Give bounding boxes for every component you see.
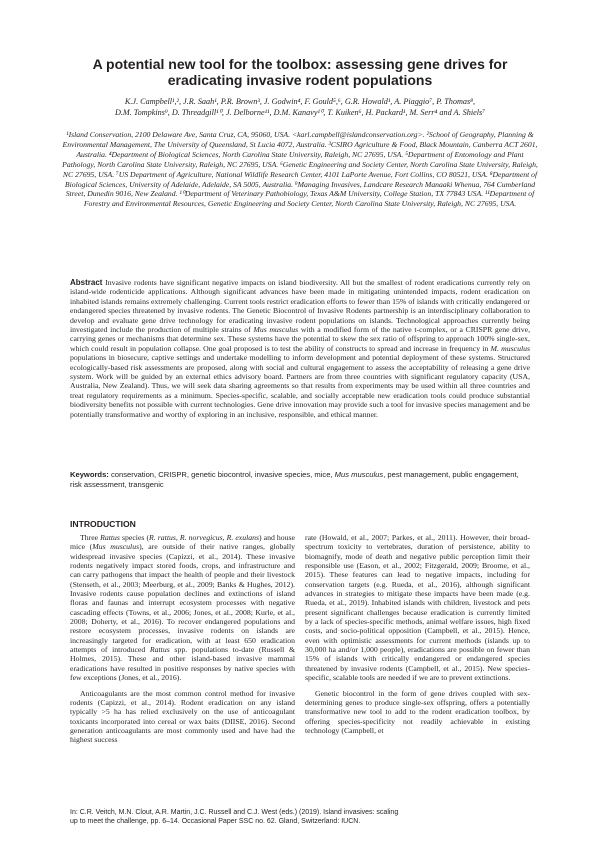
intro-paragraph-1: Three Rattus species (R. rattus, R. norvegicus, R. exulans) and house mice (Mus musculus), are outside of their native ranges, globally widespread invasive species (Capizzi, et al., 2014). These invasive rodents negatively impact stored foods, crops, and infrastructure and can carry pathogens that impact the health of people and their livestock (Stenseth, et al., 2003; Meerburg, et al., 2009; Banks & Hughes, 2012). Invasive rodents cause population declines and extinctions of island floras and faunas and interrupt ecosystem processes with negative cascading effects (Towns, et al., 2006; Jones, et al., 2008; Kurle, et al., 2008; Doherty, et al., 2016). To recover endangered populations and restore ecosystem processes, invasive rodents on islands are increasingly targeted for eradication, with at least 650 eradication attempts of introduced Rattus spp. populations to-date (Russell & Holmes, 2015). These and other island-based invasive mammal eradications have resulted in positive responses by native species with few exceptions (Jones, et al., 2016). <box>70 533 295 683</box>
keywords-species: Mus musculus <box>334 470 384 479</box>
abstract-species-1: Mus musculus <box>253 325 299 335</box>
intro-paragraph-3: rate (Howald, et al., 2007; Parkes, et al., 2011). However, their broad-spectrum toxicity to vertebrates, duration of persistence, ability to biomagnify, mode of death and negative public perception limit their responsible use (Eason, et al., 2002; Fitzgerald, 2009; Broome, et al., 2015). These features can lead to negative impacts, including for conservation targets (e.g. Rueda, et al., 2016), although significant advances in strategies to mitigate these impacts have been made (e.g. Rueda, et al., 2019). Inhabited islands with children, livestock and pets present significant challenges because eradication is currently limited by a lack of species-specific methods, animal welfare issues, high fixed costs, and socio-political opposition (Campbell, et al., 2015). Hence, even with optimistic assessments for current methods (islands up to 30,000 ha and/or 1,000 people), eradications are possible on fewer than 15% of islands with critically endangered or endangered species threatened by invasive rodents (Campbell, et al., 2015). New species-specific, scalable tools are needed if we are to prevent extinctions. <box>305 533 530 683</box>
paper-title <box>60 56 540 88</box>
intro-paragraph-4: Genetic biocontrol in the form of gene drives coupled with sex-determining genes to produce single-sex offspring, offers a potentially transformative new tool to add to the rodent eradication toolbox, by offering species-specificity not readily achievable in existing technology (Campbell, et <box>305 688 530 735</box>
footer-line-2: up to meet the challenge, pp. 6–14. Occasional Paper SSC no. 62. Gland, Switzerland: IUCN. <box>70 818 361 825</box>
body-column-left <box>70 533 295 751</box>
abstract-species-2: M. musculus <box>490 343 530 353</box>
authors-line-2: D.M. Tompkins⁹, D. Threadgill¹⁰, J. Delborne¹¹, D.M. Kanavy¹⁰, T. Kuiken⁶, H. Packard¹, M. Serr⁴ and A. Shiels⁷ <box>114 108 486 117</box>
species-name: R. rattus, R. norvegicus, R. exulans <box>149 533 260 542</box>
keywords-text-a: conservation, CRISPR, genetic biocontrol, invasive species, mice, <box>110 470 333 479</box>
abstract <box>70 278 530 419</box>
abstract-text-c: populations in biosecure, captive settings and undertake modelling to inform development and potential deployment of these systems. Structured ecologically-based risk assessments are proposed, along with social and cultural engagement to assess the acceptability of releasing a gene drive system. Work will be guided by an external ethics advisory board. Partners are from three countries with significant regulatory capacity (USA, Australia, New Zealand). Thus, we will seek data sharing agreements so that results from experiments may be used within all three countries and treat regulatory requirements as a minimum. Species-specific, scalable, and socially acceptable new eradication tools could produce substantial biodiversity benefits not possible with current technologies. Gene drive innovation may provide such a tool for invasive species management and be potentially transformative and worthy of exploring in an inclusive, responsible, and ethical manner. <box>70 353 530 419</box>
species-name: Rattus <box>149 645 170 655</box>
keywords <box>70 470 530 489</box>
abstract-text-b: with a modified form of the native t-complex, or a CRISPR gene drive, carrying genes or mechanisms that determine sex. These systems have the potential to skew the sex ratio of offspring to approach 100% single-sex, which could result in population collapse. One goal proposed is to test the ability of constructs to spread and increase in frequency in <box>70 325 531 353</box>
keywords-text-b: , pest management, public engagement, risk assessment, transgenic <box>70 470 519 489</box>
authors-line-1: K.J. Campbell¹,², J.R. Saah¹, P.R. Brown³, J. Godwin⁴, F. Gould⁵,⁶, G.R. Howald¹, A. Piaggio⁷, P. Thomas⁸, <box>124 97 476 106</box>
species-name: Rattus <box>100 533 120 542</box>
intro-paragraph-2: Anticoagulants are the most common control method for invasive rodents (Capizzi, et al., 2014). Rodent eradication on any island typically >5 ha has relied exclusively on the use of anticoagulant toxicants incorporated into cereal or wax baits (DIISE, 2016). Second generation anticoagulants are most commonly used and have had the highest success <box>70 688 295 745</box>
affiliations: ¹Island Conservation, 2100 Delaware Ave, Santa Cruz, CA, 95060, USA. <karl.campbell@islandconservation.org>. ²School of Geography, Planning & Environmental Management, The University of Queensland, St Lucia 4072, Australia. ³CSIRO Agriculture & Food, Black Mountain, Canberra ACT 2601, Australia. ⁴Department of Biological Sciences, North Carolina State University, Raleigh, NC 27695, USA. ⁵Department of Entomology and Plant Pathology, North Carolina State University, Raleigh, NC 27695, USA. ⁶Genetic Engineering and Society Center, North Carolina State University, Raleigh, NC 27695, USA. ⁷US Department of Agriculture, National Wildlife Research Center, 4101 LaPorte Avenue, Fort Collins, CO 80521, USA. ⁸Department of Biological Sciences, University of Adelaide, Adelaide, SA 5005, Australia. ⁹Managing Invasives, Landcare Research Manaaki Whenua, 764 Cumberland Street, Dunedin 9016, New Zealand. ¹⁰Department of Veterinary Pathobiology, Texas A&M University, College Station, TX 77843 USA. ¹¹Department of Forestry and Environmental Resources, Genetic Engineering and Society Center, North Carolina State University, Raleigh, NC 27695, USA. <box>62 130 538 209</box>
title-line-1: A potential new tool for the toolbox: assessing gene drives for <box>92 56 508 72</box>
species-name: Mus musculus <box>92 542 140 552</box>
introduction-heading: INTRODUCTION <box>70 519 136 529</box>
title-line-2: eradicating invasive rodent populations <box>167 72 433 88</box>
abstract-text-a: Invasive rodents have significant negative impacts on island biodiversity. All but the smallest of rodent eradications currently rely on island-wide rodenticide applications. Although significant advances have been made in mitigating unintended impacts, rodent eradication on inhabited islands remains extremely challenging. Current tools restrict eradication efforts to fewer than 15% of islands with critically endangered or endangered species threatened by invasive rodents. The Genetic Biocontrol of Invasive Rodents partnership is an interdisciplinary collaboration to develop and evaluate gene drive technology for eradicating invasive rodent populations on islands. Technological approaches currently being investigated include the production of multiple strains of <box>70 278 530 335</box>
keywords-label: Keywords: <box>70 470 109 479</box>
footer-line-1: In: C.R. Veitch, M.N. Clout, A.R. Martin, J.C. Russell and C.J. West (eds.) (2019). Island invasives: scaling <box>70 809 399 816</box>
citation-footer <box>70 808 530 826</box>
author-list <box>66 96 534 118</box>
body-column-right <box>305 533 530 741</box>
abstract-label: Abstract <box>70 278 103 287</box>
